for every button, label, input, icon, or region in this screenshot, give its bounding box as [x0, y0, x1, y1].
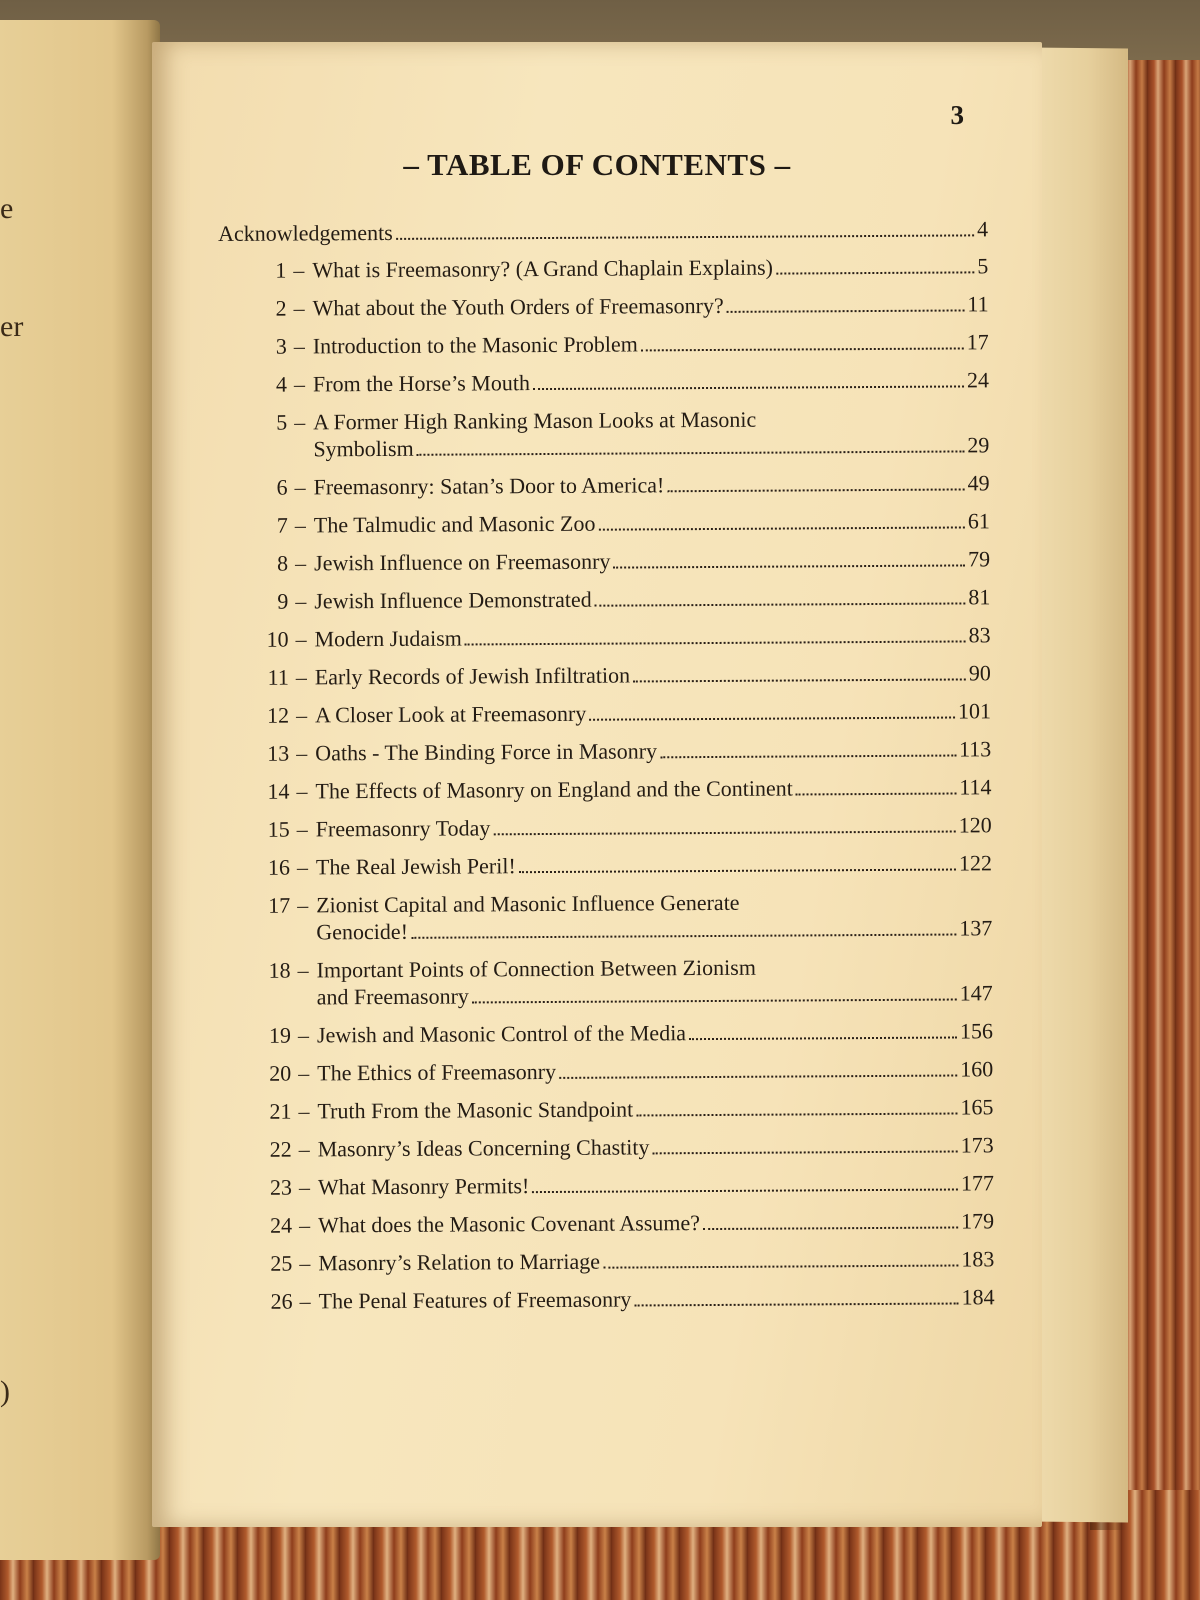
toc-entry-dash: –	[296, 816, 308, 842]
toc-entry-dash: –	[294, 474, 306, 500]
toc-entry-number: 5	[276, 409, 288, 435]
toc-entry-page: 173	[960, 1132, 994, 1158]
toc-entry-page: 61	[967, 508, 990, 534]
dot-leader	[598, 526, 964, 530]
toc-entry-dash: –	[298, 1174, 310, 1200]
toc-entry	[221, 697, 991, 729]
toc-entry-title: Zionist Capital and Masonic Influence Generate	[316, 889, 740, 918]
dot-leader	[603, 1264, 958, 1268]
toc-entry	[222, 887, 992, 946]
toc-entry-page: 24	[966, 367, 990, 393]
dot-leader	[703, 1226, 958, 1230]
toc-entry-page: 114	[959, 774, 992, 800]
toc-entry-number: 22	[269, 1136, 292, 1162]
left-page-text-fragment: e	[0, 192, 14, 225]
toc-entry-dash: –	[295, 550, 307, 576]
toc-entry-title: Masonry’s Ideas Concerning Chastity	[317, 1134, 650, 1162]
dot-leader	[519, 869, 956, 874]
dot-leader	[613, 564, 965, 568]
toc-entry-number: 7	[276, 512, 288, 538]
toc-entry-number: 17	[268, 892, 291, 918]
dot-leader	[472, 999, 957, 1004]
toc-entry-page: 29	[967, 432, 990, 458]
toc-entry-number: 21	[269, 1098, 292, 1124]
toc-entry-dash: –	[297, 1022, 310, 1048]
toc-entry	[224, 1131, 994, 1163]
toc-entry-dash: –	[296, 854, 309, 880]
book-page	[152, 42, 1042, 1527]
toc-entry-title: Early Records of Jewish Infiltration	[314, 662, 631, 690]
dot-leader	[653, 1150, 958, 1154]
toc-entry-title: Jewish Influence Demonstrated	[314, 586, 592, 614]
toc-entry-title-continued: and Freemasonry	[316, 983, 469, 1010]
toc-entry-page: 81	[968, 584, 991, 610]
dot-leader	[595, 602, 966, 606]
dot-leader	[559, 1075, 957, 1079]
toc-entry	[221, 735, 991, 767]
dot-leader	[689, 1037, 957, 1041]
toc-entry-dash: –	[295, 588, 307, 614]
toc-entry-title-continued: Genocide!	[316, 918, 409, 945]
toc-title: – TABLE OF CONTENTS –	[403, 147, 791, 182]
toc-entry-title: The Ethics of Freemasonry	[317, 1058, 557, 1086]
toc-entry-number: 26	[270, 1288, 293, 1314]
dot-leader	[589, 717, 955, 721]
toc-entry	[221, 773, 991, 805]
toc-entry-number: 15	[267, 816, 290, 842]
toc-entry-dash: –	[298, 1060, 310, 1086]
toc-entry-number: 20	[269, 1060, 292, 1086]
toc-entry-dash: –	[299, 1250, 311, 1276]
toc-entry	[220, 507, 990, 539]
toc-entry	[225, 1283, 995, 1315]
toc-entry-page: 147	[959, 980, 993, 1006]
toc-entry-dash: –	[294, 512, 306, 538]
toc-entry-dash: –	[293, 257, 305, 283]
dot-leader	[776, 271, 974, 274]
toc-entry	[221, 659, 991, 691]
toc-entry	[223, 1017, 993, 1049]
toc-entry-title: What does the Masonic Covenant Assume?	[318, 1210, 701, 1238]
toc-entry-title: A Closer Look at Freemasonry	[314, 700, 587, 728]
toc-entry-number: 6	[276, 474, 288, 500]
toc-entry-page: 5	[977, 253, 989, 279]
toc-entry-title: The Penal Features of Freemasonry	[318, 1286, 632, 1314]
toc-entry	[224, 1169, 994, 1201]
toc-entry	[224, 1207, 994, 1239]
toc-entry-number: 2	[275, 295, 287, 321]
toc-entry-title: Jewish and Masonic Control of the Media	[316, 1020, 687, 1048]
dot-leader	[417, 450, 965, 455]
toc-entry-page: 179	[961, 1208, 995, 1234]
toc-entry-dash: –	[296, 740, 308, 766]
toc-entry-page: 49	[967, 470, 990, 496]
dot-leader	[493, 831, 955, 836]
toc-entry-dash: –	[299, 1212, 311, 1238]
left-page-text-fragment: )	[0, 1375, 10, 1408]
toc-entry-page: 83	[968, 622, 991, 648]
toc-entry-page: 156	[959, 1018, 994, 1044]
toc-entry-dash: –	[297, 892, 309, 918]
toc-entry-dash: –	[295, 626, 307, 652]
toc-entry-title: Acknowledgements	[218, 219, 393, 246]
toc-entry-page: 79	[968, 546, 991, 572]
dot-leader	[411, 934, 956, 939]
toc-entry-title: From the Horse’s Mouth	[312, 370, 531, 397]
toc-entry-title: Freemasonry: Satan’s Door to America!	[313, 472, 665, 500]
toc-entry	[223, 1055, 993, 1087]
toc-entry-page: 160	[960, 1056, 994, 1082]
toc-entry-page: 137	[959, 915, 993, 941]
toc-entry-dash: –	[295, 702, 308, 728]
toc-entry-number: 25	[270, 1250, 293, 1276]
dot-leader	[660, 755, 956, 759]
toc-entry-dash: –	[293, 295, 305, 321]
toc-entry-number: 23	[269, 1174, 292, 1200]
toc-entry-number: 8	[277, 550, 289, 576]
toc-entry-title: Truth From the Masonic Standpoint	[317, 1096, 634, 1124]
toc-entry-dash: –	[299, 1288, 311, 1314]
toc-entry-title: The Real Jewish Peril!	[315, 853, 516, 880]
toc-entry-title: What is Freemasonry? (A Grand Chaplain Explains)	[312, 254, 774, 283]
dot-leader	[641, 347, 964, 351]
toc-entry	[220, 545, 990, 577]
toc-entry-dash: –	[296, 778, 308, 804]
toc-entry	[218, 290, 988, 322]
left-page	[0, 20, 160, 1560]
toc-entry-number: 13	[267, 740, 290, 766]
toc-entry	[219, 404, 989, 463]
toc-entry-number: 16	[267, 854, 291, 880]
toc-entry-title: Introduction to the Masonic Problem	[312, 331, 638, 359]
toc-entry-acknowledgements	[218, 215, 988, 247]
toc-entry-title: Jewish Influence on Freemasonry	[314, 548, 611, 576]
toc-entry	[218, 252, 988, 284]
toc-entry-dash: –	[295, 664, 307, 690]
dot-leader	[532, 1188, 958, 1193]
toc-entry	[220, 621, 990, 653]
toc-entry-title: The Effects of Masonry on England and the Continent	[315, 775, 793, 804]
toc-entry-dash: –	[294, 409, 306, 435]
dot-leader	[633, 678, 966, 682]
dot-leader	[667, 488, 964, 492]
dot-leader	[634, 1302, 958, 1306]
toc-entry-number: 18	[268, 957, 291, 983]
toc-entry	[222, 811, 992, 843]
toc-entry	[220, 583, 990, 615]
toc-entry-page: 101	[957, 698, 992, 724]
toc-entry-page: 165	[960, 1094, 994, 1120]
toc-entry-title: Modern Judaism	[314, 625, 462, 652]
toc-entry-dash: –	[293, 371, 306, 397]
dot-leader	[533, 385, 964, 390]
toc-entry-page: 122	[958, 850, 993, 876]
dot-leader	[465, 640, 966, 645]
page-number: 3	[950, 100, 964, 130]
toc-entry-page: 113	[958, 736, 992, 762]
toc-entry-page: 4	[976, 216, 989, 242]
dot-leader	[636, 1112, 957, 1116]
toc-entry-page: 11	[967, 291, 989, 317]
toc-entry-page: 90	[968, 660, 991, 686]
toc-entry	[223, 952, 993, 1011]
dot-leader	[396, 234, 974, 240]
toc-entry-number: 11	[267, 664, 289, 690]
toc-entry-number: 3	[275, 333, 287, 359]
toc-entry-page: 184	[961, 1284, 995, 1310]
toc-entry-page: 17	[966, 329, 989, 355]
toc-entry-number: 19	[268, 1022, 292, 1048]
toc-entry-dash: –	[298, 1136, 310, 1162]
dot-leader	[796, 793, 956, 796]
toc-entry-number: 24	[270, 1212, 293, 1238]
toc-entry-title: A Former High Ranking Mason Looks at Masonic	[313, 406, 757, 435]
toc-entry-title: Masonry’s Relation to Marriage	[318, 1248, 601, 1276]
toc-entry-number: 4	[275, 371, 288, 397]
toc-entry-number: 1	[275, 257, 287, 283]
toc-entry	[222, 849, 992, 881]
page-edge	[1030, 47, 1128, 1522]
table-of-contents	[218, 215, 995, 1326]
toc-entry	[224, 1245, 994, 1277]
toc-entry	[223, 1093, 993, 1125]
toc-entry-title: Oaths - The Binding Force in Masonry	[315, 738, 658, 766]
toc-entry-page: 177	[960, 1170, 994, 1196]
toc-entry-page: 183	[961, 1246, 995, 1272]
toc-entry-dash: –	[298, 1098, 310, 1124]
dot-leader	[727, 309, 965, 312]
toc-entry-title: What Masonry Permits!	[317, 1173, 530, 1200]
toc-entry-title: The Talmudic and Masonic Zoo	[313, 510, 596, 538]
toc-entry-dash: –	[293, 333, 305, 359]
toc-entry-title: What about the Youth Orders of Freemasonry?	[312, 292, 724, 321]
toc-entry-dash: –	[297, 957, 309, 983]
toc-entry-title: Important Points of Connection Between Zionism	[316, 954, 756, 983]
toc-entry-number: 14	[267, 778, 290, 804]
toc-entry	[219, 328, 989, 360]
toc-entry-title-continued: Symbolism	[313, 435, 414, 462]
toc-entry-number: 9	[277, 588, 289, 614]
toc-entry-number: 10	[266, 626, 289, 652]
toc-entry-title: Freemasonry Today	[315, 815, 491, 842]
toc-entry-number: 12	[266, 702, 290, 728]
toc-entry-page: 120	[958, 812, 992, 838]
toc-entry	[219, 366, 989, 398]
toc-entry	[220, 469, 990, 501]
left-page-text-fragment: er	[0, 310, 24, 343]
